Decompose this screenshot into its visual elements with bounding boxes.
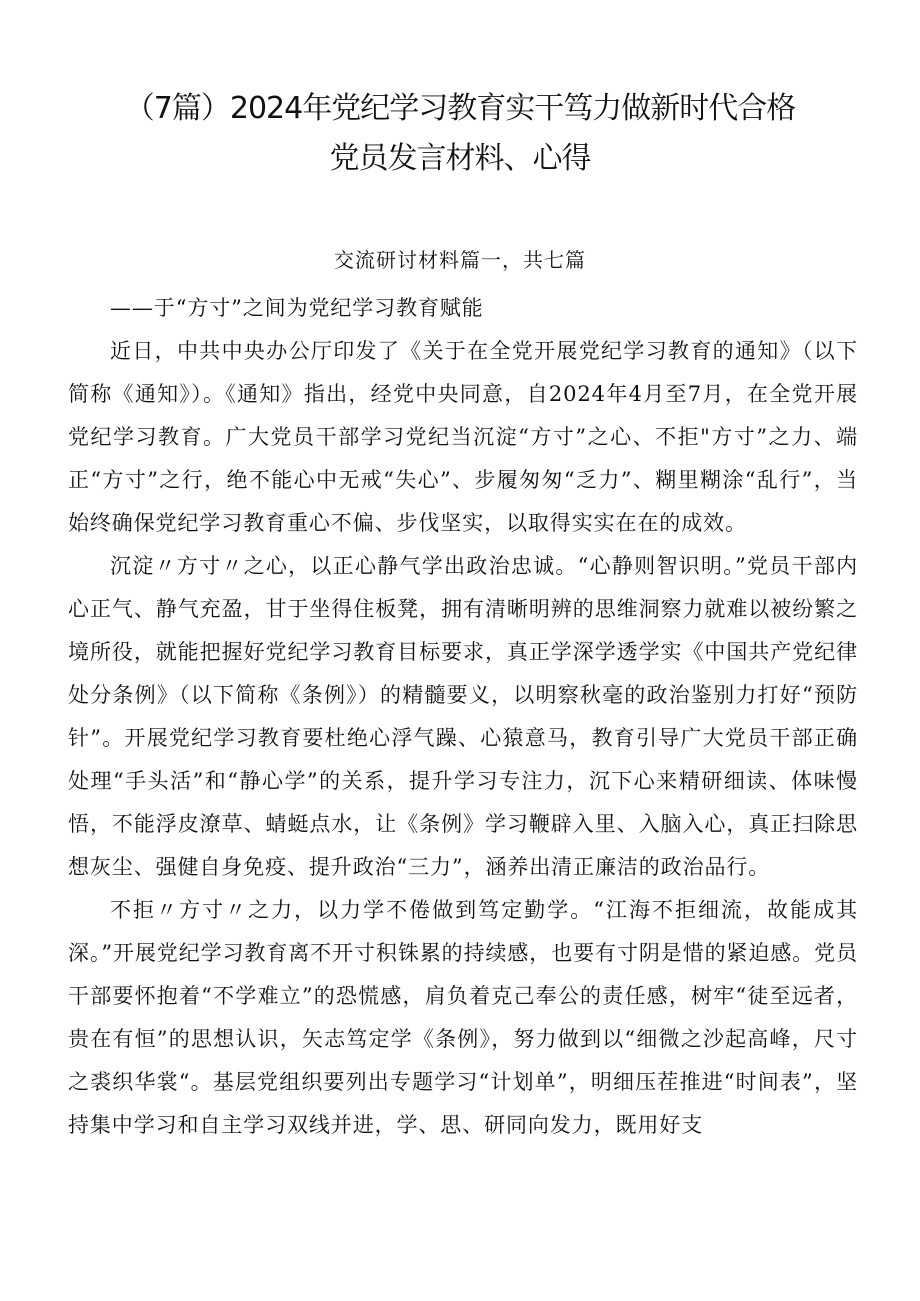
title-line-2: 党员发言材料、心得 [329, 141, 591, 176]
section-heading: 交流研讨材料篇一，共七篇 [334, 248, 586, 272]
section-subheading: ——于“方寸”之间为党纪学习教育赋能 [110, 296, 484, 320]
document-body [68, 287, 858, 1147]
paragraph-3: 不拒〃方寸〃之力，以力学不倦做到笃定勤学。“江海不拒细流，故能成其深。”开展党纪学习教育离不开寸积铢累的持续感，也要有寸阴是惜的紧迫感。党员干部要怀抱着“不学难立”的恐慌感，肩负着克己奉公的责任感，树牢“徒至远者，贵在有恒”的思想认识，矢志笃定学《条例》，努力做到以“细微之沙起高峰，尺寸之裘织华裳“。基层党组织要列出专题学习“计划单”，明细压茬推进“时间表”，坚持集中学习和自主学习双线并进，学、思、研同向发力，既用好支 [68, 898, 858, 1137]
paragraph-1: 近日，中共中央办公厅印发了《关于在全党开展党纪学习教育的通知》（以下简称《通知》）。《通知》指出，经党中央同意，自2024年4月至7月，在全党开展党纪学习教育。广大党员干部学习党纪当沉淀“方寸”之心、不拒"方寸”之力、端正“方寸”之行，绝不能心中无戒“失心”、步履匆匆“乏力”、糊里糊涂“乱行”，当始终确保党纪学习教育重心不偏、步伐坚实，以取得实实在在的成效。 [68, 339, 858, 535]
paragraph-2: 沉淀〃方寸〃之心，以正心静气学出政治忠诚。“心静则智识明。”党员干部内心正气、静气充盈，甘于坐得住板凳，拥有清晰明辨的思维洞察力就难以被纷繁之境所役，就能把握好党纪学习教育目标要求，真正学深学透学实《中国共产党纪律处分条例》（以下简称《条例》）的精髓要义，以明察秋毫的政治鉴别力打好“预防针”。开展党纪学习教育要杜绝心浮气躁、心猿意马，教育引导广大党员干部正确处理“手头活”和“静心学”的关系，提升学习专注力，沉下心来精研细读、体味慢悟，不能浮皮潦草、蜻蜓点水，让《条例》学习鞭辟入里、入脑入心，真正扫除思想灰尘、强健自身免疫、提升政治“三力”，涵养出清正廉洁的政治品行。 [68, 554, 858, 879]
title-line-1: （7篇）2024年党纪学习教育实干笃力做新时代合格 [124, 91, 796, 126]
document-title [60, 84, 860, 184]
